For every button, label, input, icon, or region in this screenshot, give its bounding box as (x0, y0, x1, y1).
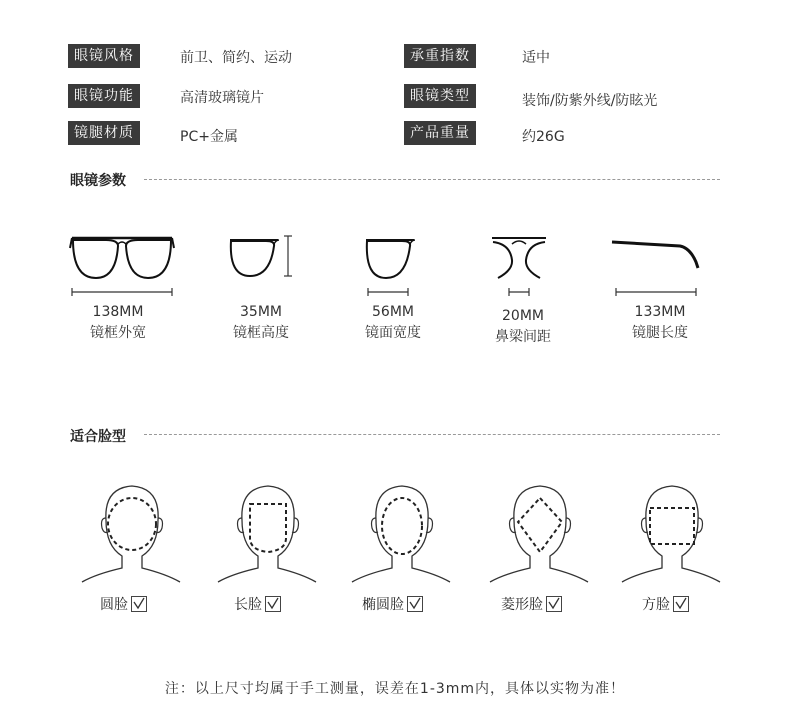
params-section-title: 眼镜参数 (70, 173, 126, 189)
diamond-face-icon (484, 482, 594, 588)
spec-product-weight (404, 121, 476, 145)
face-label-oval (362, 594, 423, 614)
checkbox-icon (673, 596, 689, 612)
param-label: 镜腿长度 (632, 325, 688, 341)
face-label-text: 方脸 (642, 597, 670, 613)
face-label-text: 圆脸 (100, 597, 128, 613)
checkbox-icon (407, 596, 423, 612)
long-face-icon (212, 482, 322, 588)
spec-style-label: 眼镜风格 (68, 44, 140, 68)
face-label-text: 菱形脸 (501, 597, 543, 613)
frame-width-icon (66, 230, 178, 300)
param-bridge-width (458, 308, 588, 346)
spec-weight-index-label: 承重指数 (404, 44, 476, 68)
param-value: 35MM (240, 304, 282, 320)
param-frame-height (196, 304, 326, 342)
param-label: 鼻梁间距 (495, 329, 551, 345)
frame-height-icon (226, 232, 296, 286)
param-label: 镜框高度 (233, 325, 289, 341)
checkbox-icon (265, 596, 281, 612)
face-label-long (234, 594, 281, 614)
spec-function (68, 84, 140, 108)
spec-function-value: 高清玻璃镜片 (180, 90, 264, 106)
faces-section-title: 适合脸型 (70, 429, 126, 445)
params-divider (144, 179, 720, 180)
spec-type-label: 眼镜类型 (404, 84, 476, 108)
face-label-text: 长脸 (234, 597, 262, 613)
face-label-text: 椭圆脸 (362, 597, 404, 613)
spec-function-label: 眼镜功能 (68, 84, 140, 108)
face-label-square (642, 594, 689, 614)
param-value: 56MM (372, 304, 414, 320)
param-lens-width (328, 304, 458, 342)
face-label-diamond (501, 594, 562, 614)
spec-type (404, 84, 476, 108)
param-temple-length (595, 304, 725, 342)
spec-product-weight-label: 产品重量 (404, 121, 476, 145)
param-value: 138MM (92, 304, 144, 320)
spec-weight-index-value: 适中 (522, 50, 550, 66)
spec-style-value: 前卫、简约、运动 (180, 50, 292, 66)
square-face-icon (616, 482, 726, 588)
spec-product-weight-value: 约26G (522, 129, 565, 145)
spec-temple-value: PC+金属 (180, 129, 238, 145)
round-face-icon (76, 482, 186, 588)
checkbox-icon (546, 596, 562, 612)
param-frame-width (53, 304, 183, 342)
param-value: 133MM (634, 304, 686, 320)
faces-divider (144, 434, 720, 435)
measurement-note: 注：以上尺寸均属于手工测量，误差在1-3mm内，具体以实物为准！ (164, 681, 626, 697)
oval-face-icon (346, 482, 456, 588)
spec-weight-index (404, 44, 476, 68)
spec-temple (68, 121, 140, 145)
lens-width-icon (362, 232, 422, 302)
spec-type-value: 装饰/防紫外线/防眩光 (522, 93, 658, 109)
spec-temple-label: 镜腿材质 (68, 121, 140, 145)
face-label-round (100, 594, 147, 614)
param-label: 镜框外宽 (90, 325, 146, 341)
bridge-width-icon (490, 230, 550, 304)
param-label: 镜面宽度 (365, 325, 421, 341)
param-value: 20MM (502, 308, 544, 324)
spec-style (68, 44, 140, 68)
checkbox-icon (131, 596, 147, 612)
temple-length-icon (610, 236, 702, 302)
